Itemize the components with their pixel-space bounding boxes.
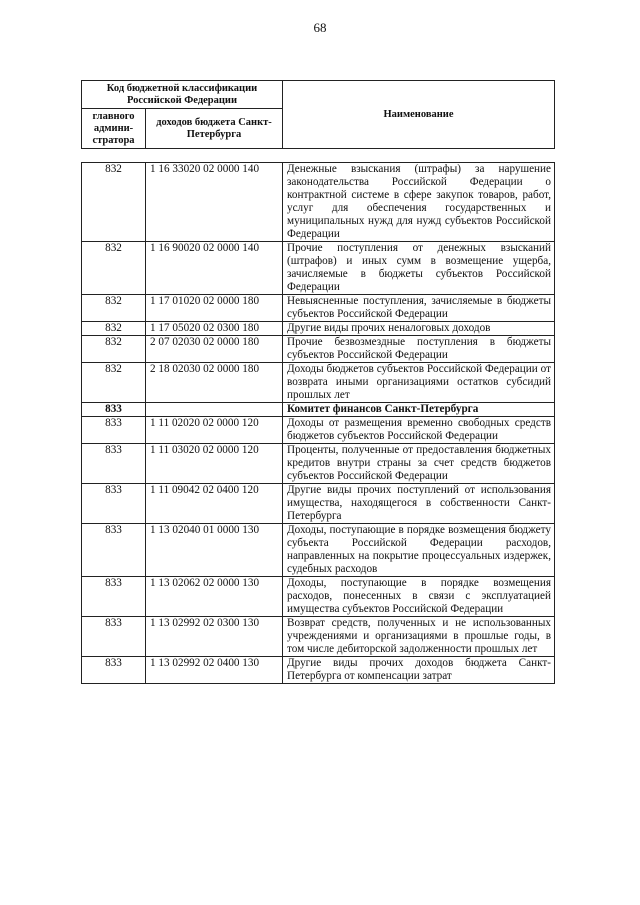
name-cell: Невыясненные поступления, зачисляемые в бюджеты субъектов Российской Федерации <box>283 295 555 322</box>
name-cell: Доходы бюджетов субъектов Российской Федерации от возврата иными организациями остатков субсидий прошлых лет <box>283 363 555 403</box>
table-row <box>82 363 555 403</box>
budget-code-cell: 1 11 09042 02 0400 120 <box>146 484 283 524</box>
budget-code-cell: 1 11 03020 02 0000 120 <box>146 444 283 484</box>
admin-cell: 833 <box>82 524 146 577</box>
page-number: 68 <box>313 20 327 35</box>
admin-cell: 832 <box>82 322 146 336</box>
name-cell: Денежные взыскания (штрафы) за нарушение законодательства Российской Федерации о контрактной системе в сфере закупок товаров, работ, услуг для обеспечения государственных и муниципальных нужд для нужд субъектов Российской Федерации <box>283 163 555 242</box>
admin-cell: 833 <box>82 577 146 617</box>
table-row <box>82 403 555 417</box>
admin-cell: 832 <box>82 242 146 295</box>
budget-code-cell: 1 13 02992 02 0400 130 <box>146 657 283 684</box>
admin-cell: 833 <box>82 403 146 417</box>
name-cell: Возврат средств, полученных и не использованных учреждениями и организациями в прошлые годы, в том числе дебиторской задолженности прошлых лет <box>283 617 555 657</box>
admin-cell: 832 <box>82 363 146 403</box>
budget-classification-group-header: Код бюджетной классификации Российской Федерации <box>82 81 283 109</box>
table-header <box>81 80 555 149</box>
budget-code-cell: 1 16 90020 02 0000 140 <box>146 242 283 295</box>
admin-cell: 833 <box>82 417 146 444</box>
budget-code-cell <box>146 403 283 417</box>
table-row <box>82 163 555 242</box>
admin-column-header: главного админи-стратора <box>82 109 146 149</box>
admin-cell: 833 <box>82 657 146 684</box>
name-cell: Проценты, полученные от предоставления бюджетных кредитов внутри страны за счет средств бюджетов субъектов Российской Федерации <box>283 444 555 484</box>
table-row <box>82 577 555 617</box>
table-row <box>82 444 555 484</box>
table-row <box>82 295 555 322</box>
table-row <box>82 657 555 684</box>
income-column-header: доходов бюджета Санкт-Петербурга <box>146 109 283 149</box>
admin-cell: 832 <box>82 336 146 363</box>
name-cell: Прочие поступления от денежных взысканий (штрафов) и иных сумм в возмещение ущерба, зачисляемые в бюджеты субъектов Российской Федерации <box>283 242 555 295</box>
table-row <box>82 417 555 444</box>
admin-cell: 832 <box>82 295 146 322</box>
name-cell: Другие виды прочих поступлений от использования имущества, находящегося в собственности Санкт-Петербурга <box>283 484 555 524</box>
budget-code-cell: 1 13 02062 02 0000 130 <box>146 577 283 617</box>
budget-code-cell: 1 16 33020 02 0000 140 <box>146 163 283 242</box>
admin-cell: 833 <box>82 617 146 657</box>
name-cell: Доходы, поступающие в порядке возмещения бюджету субъекта Российской Федерации расходов, направленных на покрытие процессуальных издержек, судебных расходов <box>283 524 555 577</box>
table-row <box>82 524 555 577</box>
table-row <box>82 242 555 295</box>
name-cell: Доходы от размещения временно свободных средств бюджетов субъектов Российской Федерации <box>283 417 555 444</box>
name-cell: Другие виды прочих доходов бюджета Санкт-Петербурга от компенсации затрат <box>283 657 555 684</box>
name-cell: Доходы, поступающие в порядке возмещения расходов, понесенных в связи с эксплуатацией имущества субъектов Российской Федерации <box>283 577 555 617</box>
budget-code-cell: 1 13 02992 02 0300 130 <box>146 617 283 657</box>
admin-cell: 832 <box>82 163 146 242</box>
budget-code-cell: 1 11 02020 02 0000 120 <box>146 417 283 444</box>
table-row <box>82 617 555 657</box>
budget-code-cell: 2 07 02030 02 0000 180 <box>146 336 283 363</box>
budget-code-cell: 1 13 02040 01 0000 130 <box>146 524 283 577</box>
admin-cell: 833 <box>82 444 146 484</box>
budget-code-cell: 2 18 02030 02 0000 180 <box>146 363 283 403</box>
revenue-codes-table <box>81 162 555 684</box>
name-cell: Прочие безвозмездные поступления в бюджеты субъектов Российской Федерации <box>283 336 555 363</box>
name-cell: Другие виды прочих неналоговых доходов <box>283 322 555 336</box>
name-cell: Комитет финансов Санкт-Петербурга <box>283 403 555 417</box>
table-row <box>82 484 555 524</box>
table-row <box>82 322 555 336</box>
budget-code-cell: 1 17 01020 02 0000 180 <box>146 295 283 322</box>
budget-code-cell: 1 17 05020 02 0300 180 <box>146 322 283 336</box>
table-row <box>82 336 555 363</box>
admin-cell: 833 <box>82 484 146 524</box>
name-column-header: Наименование <box>283 81 555 149</box>
